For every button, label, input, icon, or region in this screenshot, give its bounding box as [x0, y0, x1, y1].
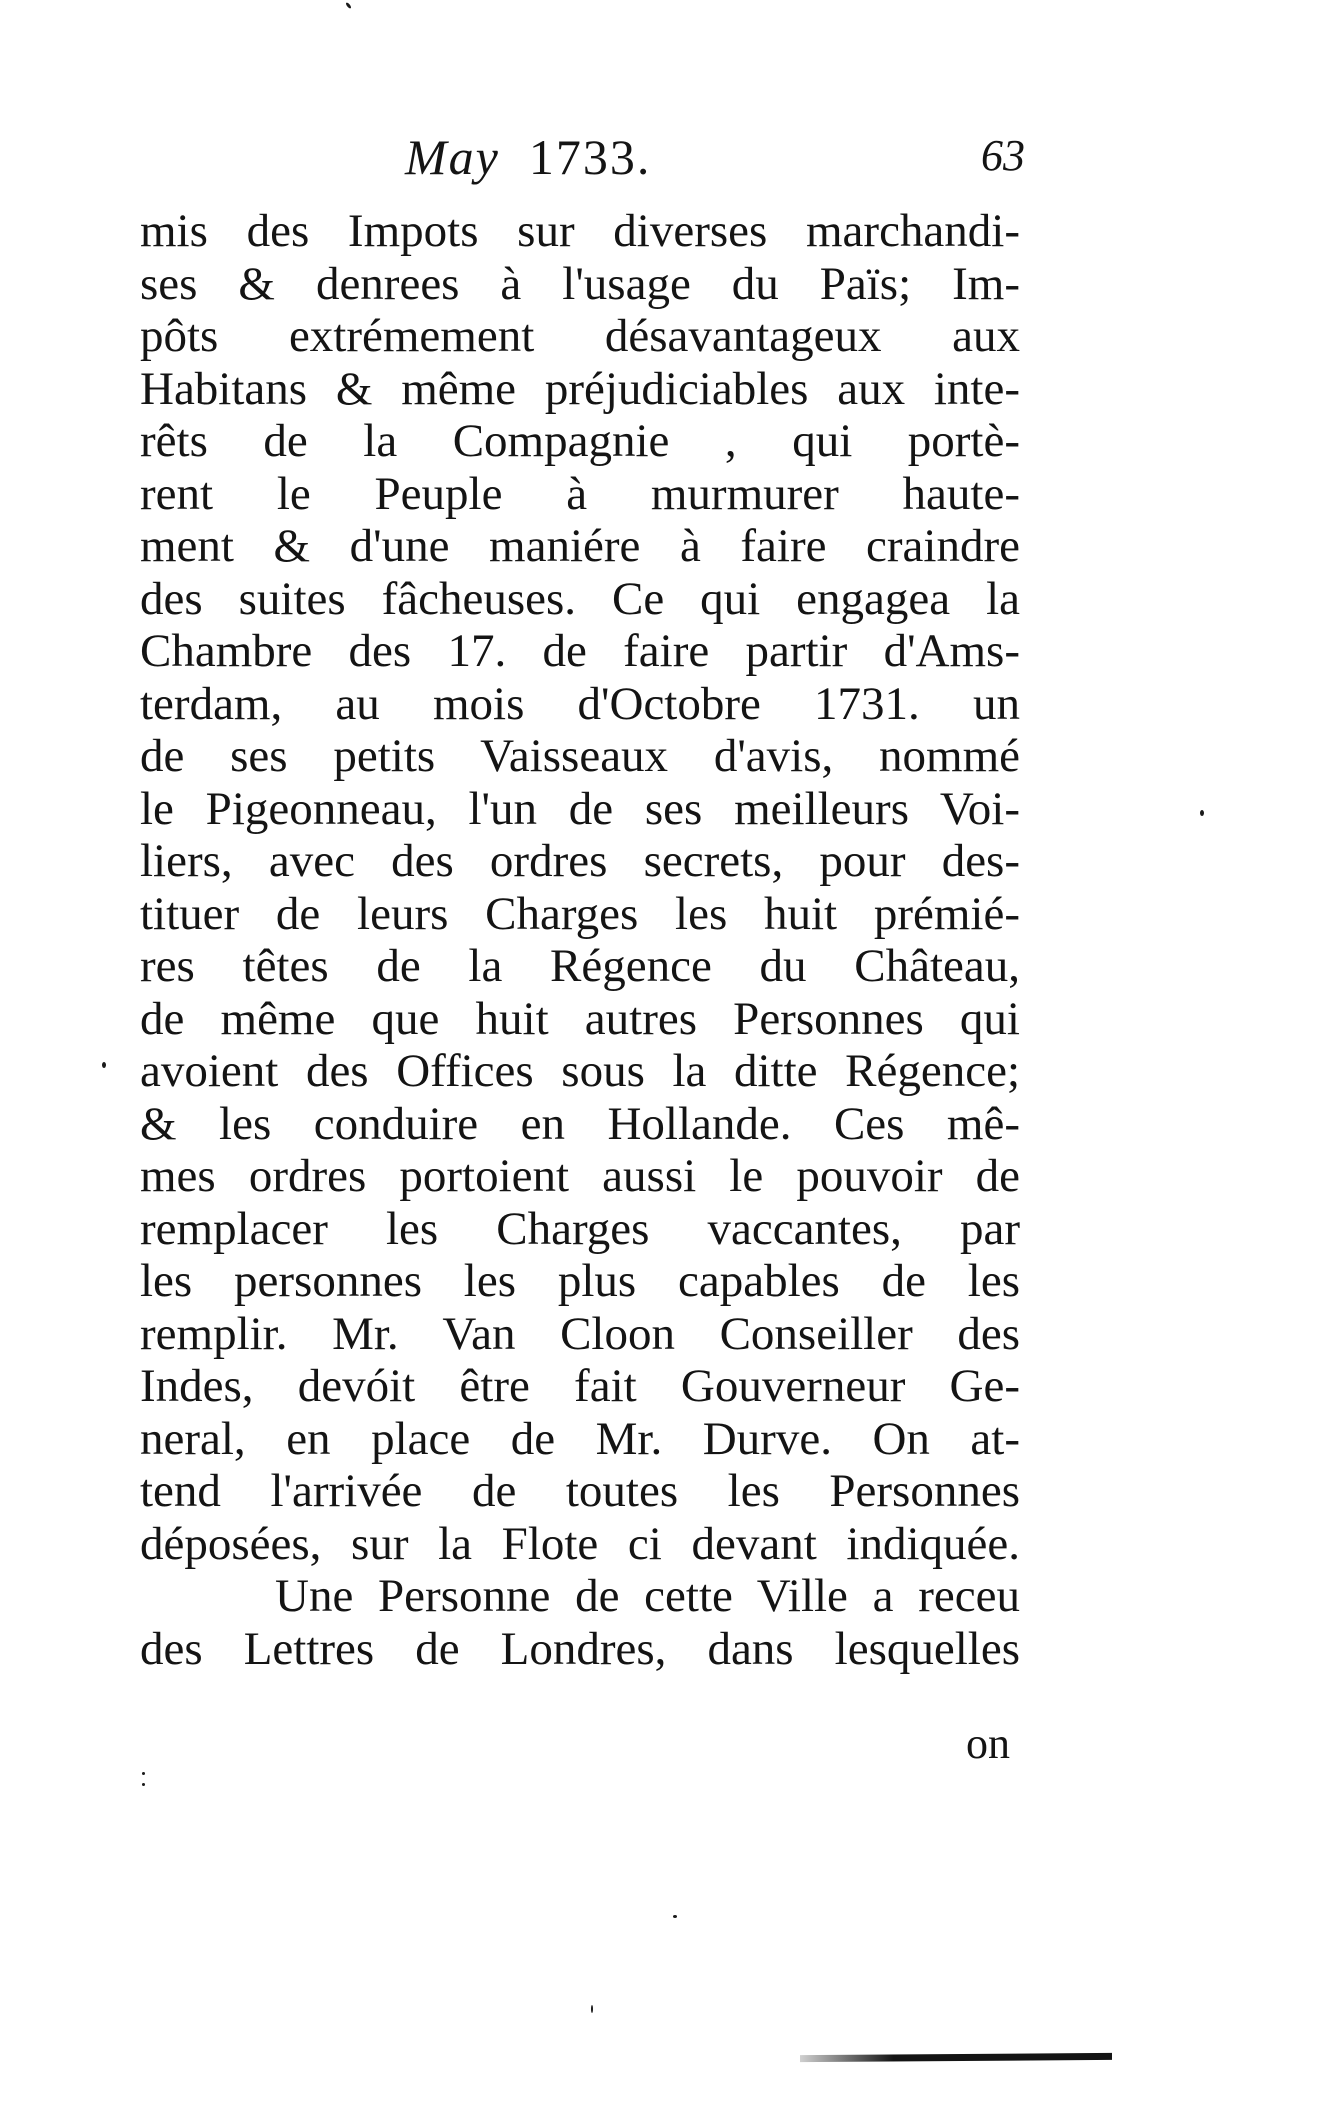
text-line: neral, en place de Mr. Durve. On at- — [140, 1412, 1020, 1465]
text-line: Indes, devóit être fait Gouverneur Ge- — [140, 1360, 1020, 1412]
text-line: mis des Impots sur diverses marchandi- — [140, 205, 1020, 257]
text-line: des suites fâcheuses. Ce qui engagea la — [140, 572, 1020, 625]
text-line: le Pigeonneau, l'un de ses meilleurs Voi- — [140, 782, 1020, 835]
ink-speck — [673, 1915, 677, 1918]
text-line: remplir. Mr. Van Cloon Conseiller des — [140, 1307, 1020, 1360]
text-line: mes ordres portoient aussi le pouvoir de — [140, 1150, 1020, 1202]
text-line: de ses petits Vaisseaux d'avis, nommé — [140, 730, 1020, 782]
text-line: Habitans & même préjudiciables aux inte- — [140, 362, 1020, 415]
running-head — [405, 128, 651, 186]
page-number: 63 — [981, 131, 1025, 180]
text-line: terdam, au mois d'Octobre 1731. un — [140, 677, 1020, 730]
text-line: & les conduire en Hollande. Ces mê- — [140, 1097, 1020, 1150]
ink-speck — [102, 1062, 106, 1068]
text-line: les personnes les plus capables de les — [140, 1255, 1020, 1307]
text-line: tituer de leurs Charges les huit prémié- — [140, 887, 1020, 940]
text-line: rêts de la Compagnie , qui portè- — [140, 415, 1020, 467]
text-line: tend l'arrivée de toutes les Personnes — [140, 1465, 1020, 1517]
text-line: des Lettres de Londres, dans lesquelles — [140, 1622, 1020, 1675]
page-header — [405, 128, 1025, 188]
ink-speck — [142, 1772, 145, 1775]
running-head-month: May — [405, 129, 500, 185]
text-line: Chambre des 17. de faire partir d'Ams- — [140, 625, 1020, 677]
body-text — [140, 205, 1020, 1675]
catchword: on — [966, 1719, 1010, 1768]
text-line: remplacer les Charges vaccantes, par — [140, 1202, 1020, 1255]
text-line: rent le Peuple à murmurer haute- — [140, 467, 1020, 520]
running-head-year: 1733. — [528, 129, 652, 185]
bottom-edge-rule — [800, 2053, 1112, 2062]
text-line: pôts extrémement désavantageux aux — [140, 310, 1020, 362]
text-line: ses & denrees à l'usage du Païs; Im- — [140, 257, 1020, 310]
ink-speck — [591, 2005, 593, 2013]
text-line: res têtes de la Régence du Château, — [140, 940, 1020, 992]
text-line: de même que huit autres Personnes qui — [140, 992, 1020, 1045]
ink-speck — [345, 2, 352, 9]
text-line: ment & d'une maniére à faire craindre — [140, 520, 1020, 572]
paragraph-first-line: Une Personne de cette Ville a receu — [275, 1570, 1020, 1622]
ink-speck — [1200, 810, 1204, 816]
text-line: déposées, sur la Flote ci devant indiquée. — [140, 1517, 1020, 1570]
text-line: liers, avec des ordres secrets, pour des- — [140, 835, 1020, 887]
text-line: avoient des Offices sous la ditte Régence; — [140, 1045, 1020, 1097]
ink-speck — [142, 1783, 145, 1786]
